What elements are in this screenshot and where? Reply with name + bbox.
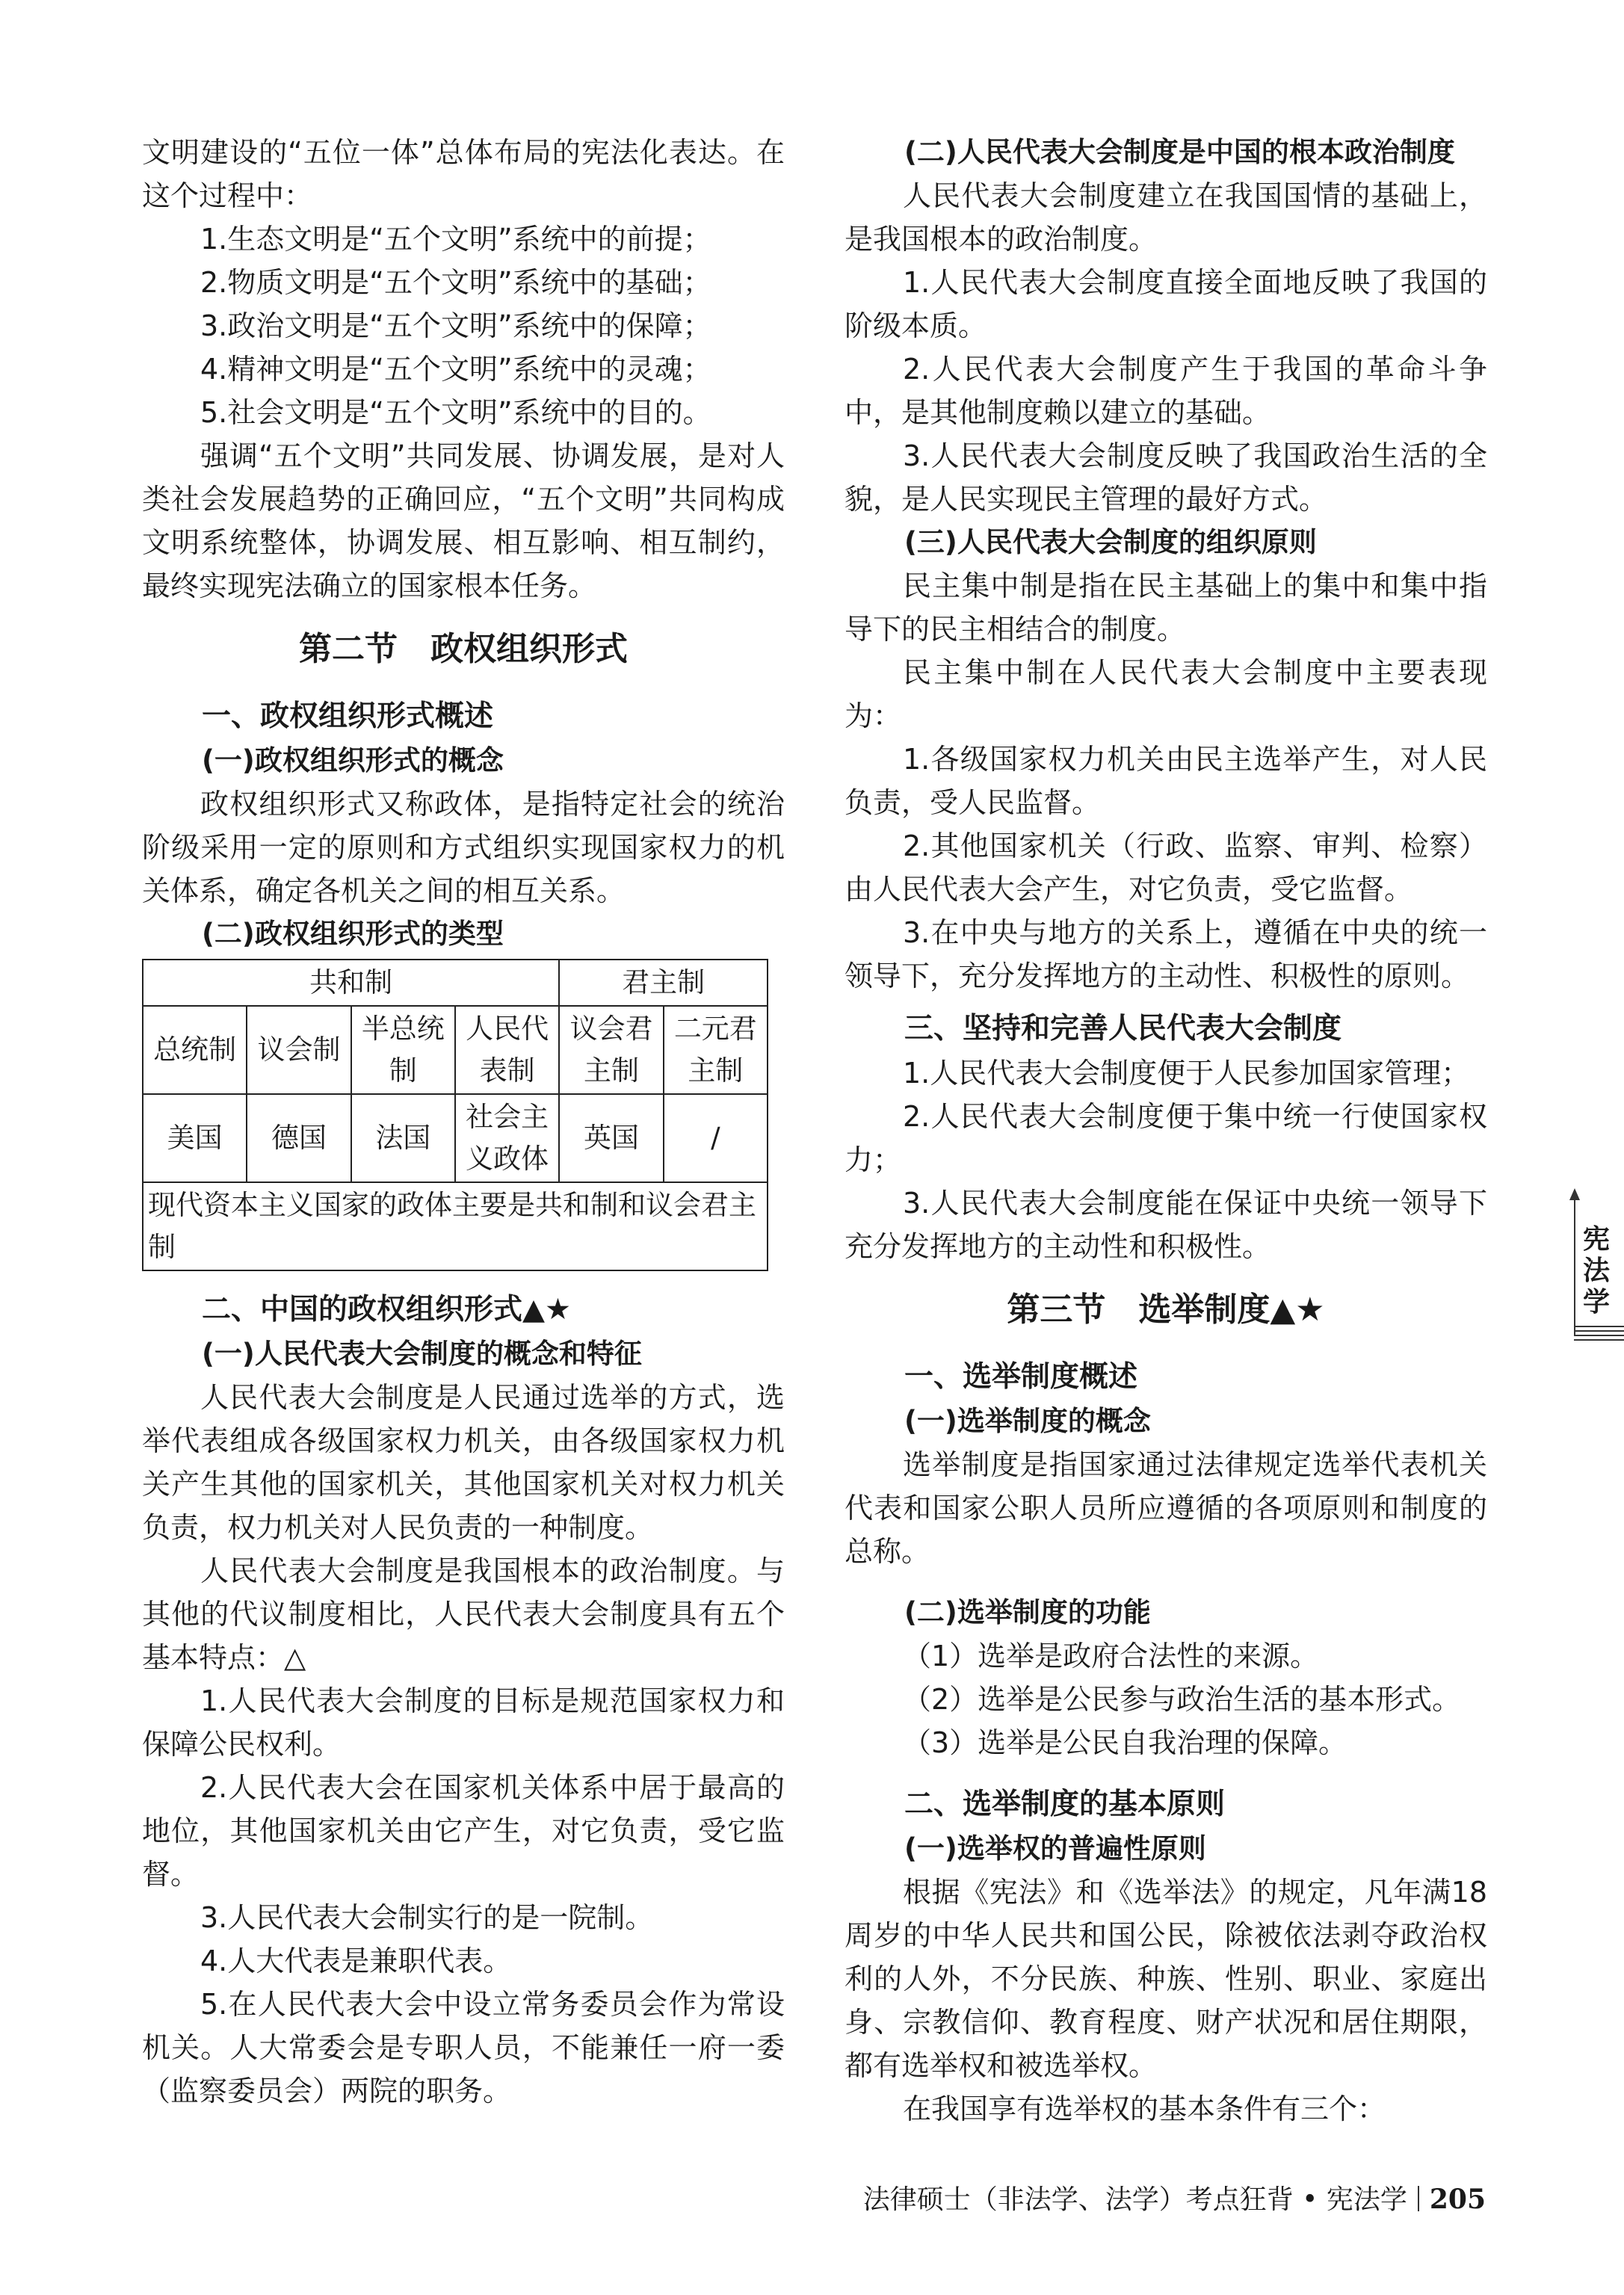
heading-election-overview: 一、选举制度概述 — [904, 1360, 1138, 1394]
subheading-universal-suffrage: (一)选举权的普遍性原则 — [904, 1832, 1206, 1865]
list-item-dc-3: 3.在中央与地方的关系上，遵循在中央的统一领导下，充分发挥地方的主动性、积极性的原则。 — [845, 916, 1487, 992]
paragraph-democratic-centralism: 民主集中制是指在民主基础上的集中和集中指导下的民主相结合的制度。 — [845, 569, 1487, 646]
section-title-election-system: 第三节 选举制度▲★ — [1007, 1291, 1325, 1329]
table-header-cell: 总统制 — [143, 1006, 247, 1094]
paragraph-npc-basic: 人民代表大会制度是我国根本的政治制度。与其他的代议制度相比，人民代表大会制度具有五个基本特点：△ — [142, 1554, 785, 1674]
list-item-dc-2: 2.其他国家机关（行政、监察、审判、检察）由人民代表大会产生，对它负责，受它监督。 — [845, 830, 1487, 906]
list-item-function-3: （3）选举是公民自我治理的保障。 — [903, 1726, 1347, 1759]
list-item-adhere-1: 1.人民代表大会制度便于人民参加国家管理； — [903, 1057, 1470, 1090]
table-cell: / — [664, 1094, 768, 1182]
list-item-root-2: 2.人民代表大会制度产生于我国的革命斗争中，是其他制度赖以建立的基础。 — [845, 353, 1487, 429]
heading-regime-overview: 一、政权组织形式概述 — [202, 699, 494, 733]
section-title-regime-form: 第二节 政权组织形式 — [299, 630, 628, 668]
subheading-npc-features: (一)人民代表大会制度的概念和特征 — [202, 1338, 642, 1370]
subheading-election-concept: (一)选举制度的概念 — [904, 1405, 1151, 1437]
page-number: 205 — [1429, 2184, 1486, 2215]
list-item-civilization-3: 3.政治文明是“五个文明”系统中的保障； — [200, 309, 711, 342]
paragraph-regime-concept: 政权组织形式又称政体，是指特定社会的统治阶级采用一定的原则和方式组织实现国家权力的机关体系，确定各机关之间的相互关系。 — [142, 788, 785, 907]
subheading-npc-root-system: (二)人民代表大会制度是中国的根本政治制度 — [904, 136, 1455, 168]
paragraph-dc-manifestation: 民主集中制在人民代表大会制度中主要表现为： — [845, 656, 1487, 732]
list-item-function-1: （1）选举是政府合法性的来源。 — [903, 1640, 1319, 1672]
list-item-function-2: （2）选举是公民参与政治生活的基本形式。 — [903, 1683, 1461, 1716]
list-item-civilization-2: 2.物质文明是“五个文明”系统中的基础； — [200, 266, 711, 299]
table-header-cell: 半总统制 — [351, 1006, 455, 1094]
list-item-npc-feature-1: 1.人民代表大会制度的目标是规范国家权力和保障公民权利。 — [142, 1684, 785, 1761]
right-column — [845, 131, 1487, 2131]
subheading-election-function: (二)选举制度的功能 — [904, 1596, 1151, 1628]
list-item-adhere-3: 3.人民代表大会制度能在保证中央统一领导下充分发挥地方的主动性和积极性。 — [845, 1187, 1487, 1263]
paragraph-npc-root: 人民代表大会制度建立在我国国情的基础上，是我国根本的政治制度。 — [845, 179, 1487, 256]
list-item-npc-feature-4: 4.人大代表是兼职代表。 — [200, 1945, 512, 1977]
table-cell: 德国 — [247, 1094, 351, 1182]
list-item-npc-feature-5: 5.在人民代表大会中设立常务委员会作为常设机关。人大常委会是专职人员，不能兼任一府一委（监察委员会）两院的职务。 — [142, 1988, 785, 2107]
paragraph-intro-cont: 文明建设的“五位一体”总体布局的宪法化表达。在这个过程中： — [142, 136, 785, 212]
table-cell: 英国 — [559, 1094, 663, 1182]
table-cell: 社会主义政体 — [455, 1094, 559, 1182]
table-row — [143, 960, 768, 1006]
subheading-npc-principles: (三)人民代表大会制度的组织原则 — [904, 526, 1317, 558]
heading-china-regime: 二、中国的政权组织形式▲★ — [202, 1293, 571, 1326]
paragraph-suffrage-conditions: 在我国享有选举权的基本条件有三个： — [903, 2092, 1386, 2125]
list-item-civilization-5: 5.社会文明是“五个文明”系统中的目的。 — [200, 396, 711, 429]
table-header-cell: 议会君主制 — [559, 1006, 663, 1094]
list-item-civilization-1: 1.生态文明是“五个文明”系统中的前提； — [200, 223, 711, 256]
table-group-header: 君主制 — [559, 960, 768, 1006]
paragraph-five-civilizations: 强调“五个文明”共同发展、协调发展，是对人类社会发展趋势的正确回应，“五个文明”共同构成文明系统整体，协调发展、相互影响、相互制约，最终实现宪法确立的国家根本任务。 — [142, 439, 785, 602]
table-header-cell: 议会制 — [247, 1006, 351, 1094]
paragraph-npc-definition: 人民代表大会制度是人民通过选举的方式，选举代表组成各级国家权力机关，由各级国家权力机关产生其他的国家机关，其他国家机关对权力机关负责，权力机关对人民负责的一种制度。 — [142, 1381, 785, 1544]
table-note-cell: 现代资本主义国家的政体主要是共和制和议会君主制 — [143, 1182, 768, 1270]
table-cell: 法国 — [351, 1094, 455, 1182]
left-column — [142, 131, 785, 2113]
heading-election-principles: 二、选举制度的基本原则 — [904, 1788, 1226, 1821]
table-row — [143, 1182, 768, 1270]
heading-adhere-npc: 三、坚持和完善人民代表大会制度 — [904, 1012, 1342, 1045]
page-footer — [863, 2181, 1486, 2219]
list-item-root-1: 1.人民代表大会制度直接全面地反映了我国的阶级本质。 — [845, 266, 1487, 342]
list-item-root-3: 3.人民代表大会制度反映了我国政治生活的全貌，是人民实现民主管理的最好方式。 — [845, 439, 1487, 516]
subheading-regime-types: (二)政权组织形式的类型 — [202, 918, 504, 950]
table-header-cell: 二元君主制 — [664, 1006, 768, 1094]
table-group-header: 共和制 — [143, 960, 559, 1006]
list-item-npc-feature-2: 2.人民代表大会在国家机关体系中居于最高的地位，其他国家机关由它产生，对它负责，受它监督。 — [142, 1771, 785, 1891]
side-chapter-tab — [1559, 1188, 1624, 1345]
paragraph-universal-suffrage: 根据《宪法》和《选举法》的规定，凡年满18周岁的中华人民共和国公民，除被依法剥夺政治权利的人外，不分民族、种族、性别、职业、家庭出身、宗教信仰、教育程度、财产状况和居住期限，都有选举权和被选举权。 — [845, 1876, 1487, 2082]
table-row — [143, 1006, 768, 1094]
regime-types-table — [142, 959, 768, 1271]
list-item-adhere-2: 2.人民代表大会制度便于集中统一行使国家权力； — [845, 1100, 1487, 1176]
paragraph-election-concept: 选举制度是指国家通过法律规定选举代表机关代表和国家公职人员所应遵循的各项原则和制度的总称。 — [845, 1448, 1487, 1568]
table-header-cell: 人民代表制 — [455, 1006, 559, 1094]
list-item-dc-1: 1.各级国家权力机关由民主选举产生，对人民负责，受人民监督。 — [845, 743, 1487, 819]
list-item-npc-feature-3: 3.人民代表大会制实行的是一院制。 — [200, 1901, 654, 1934]
table-cell: 美国 — [143, 1094, 247, 1182]
side-tab-label: 宪法学 — [1582, 1224, 1610, 1318]
list-item-civilization-4: 4.精神文明是“五个文明”系统中的灵魂； — [200, 353, 711, 386]
table-row — [143, 1094, 768, 1182]
footer-book-title: 法律硕士（非法学、法学）考点狂背 • 宪法学 — [862, 2184, 1407, 2215]
subheading-regime-concept: (一)政权组织形式的概念 — [202, 744, 504, 776]
